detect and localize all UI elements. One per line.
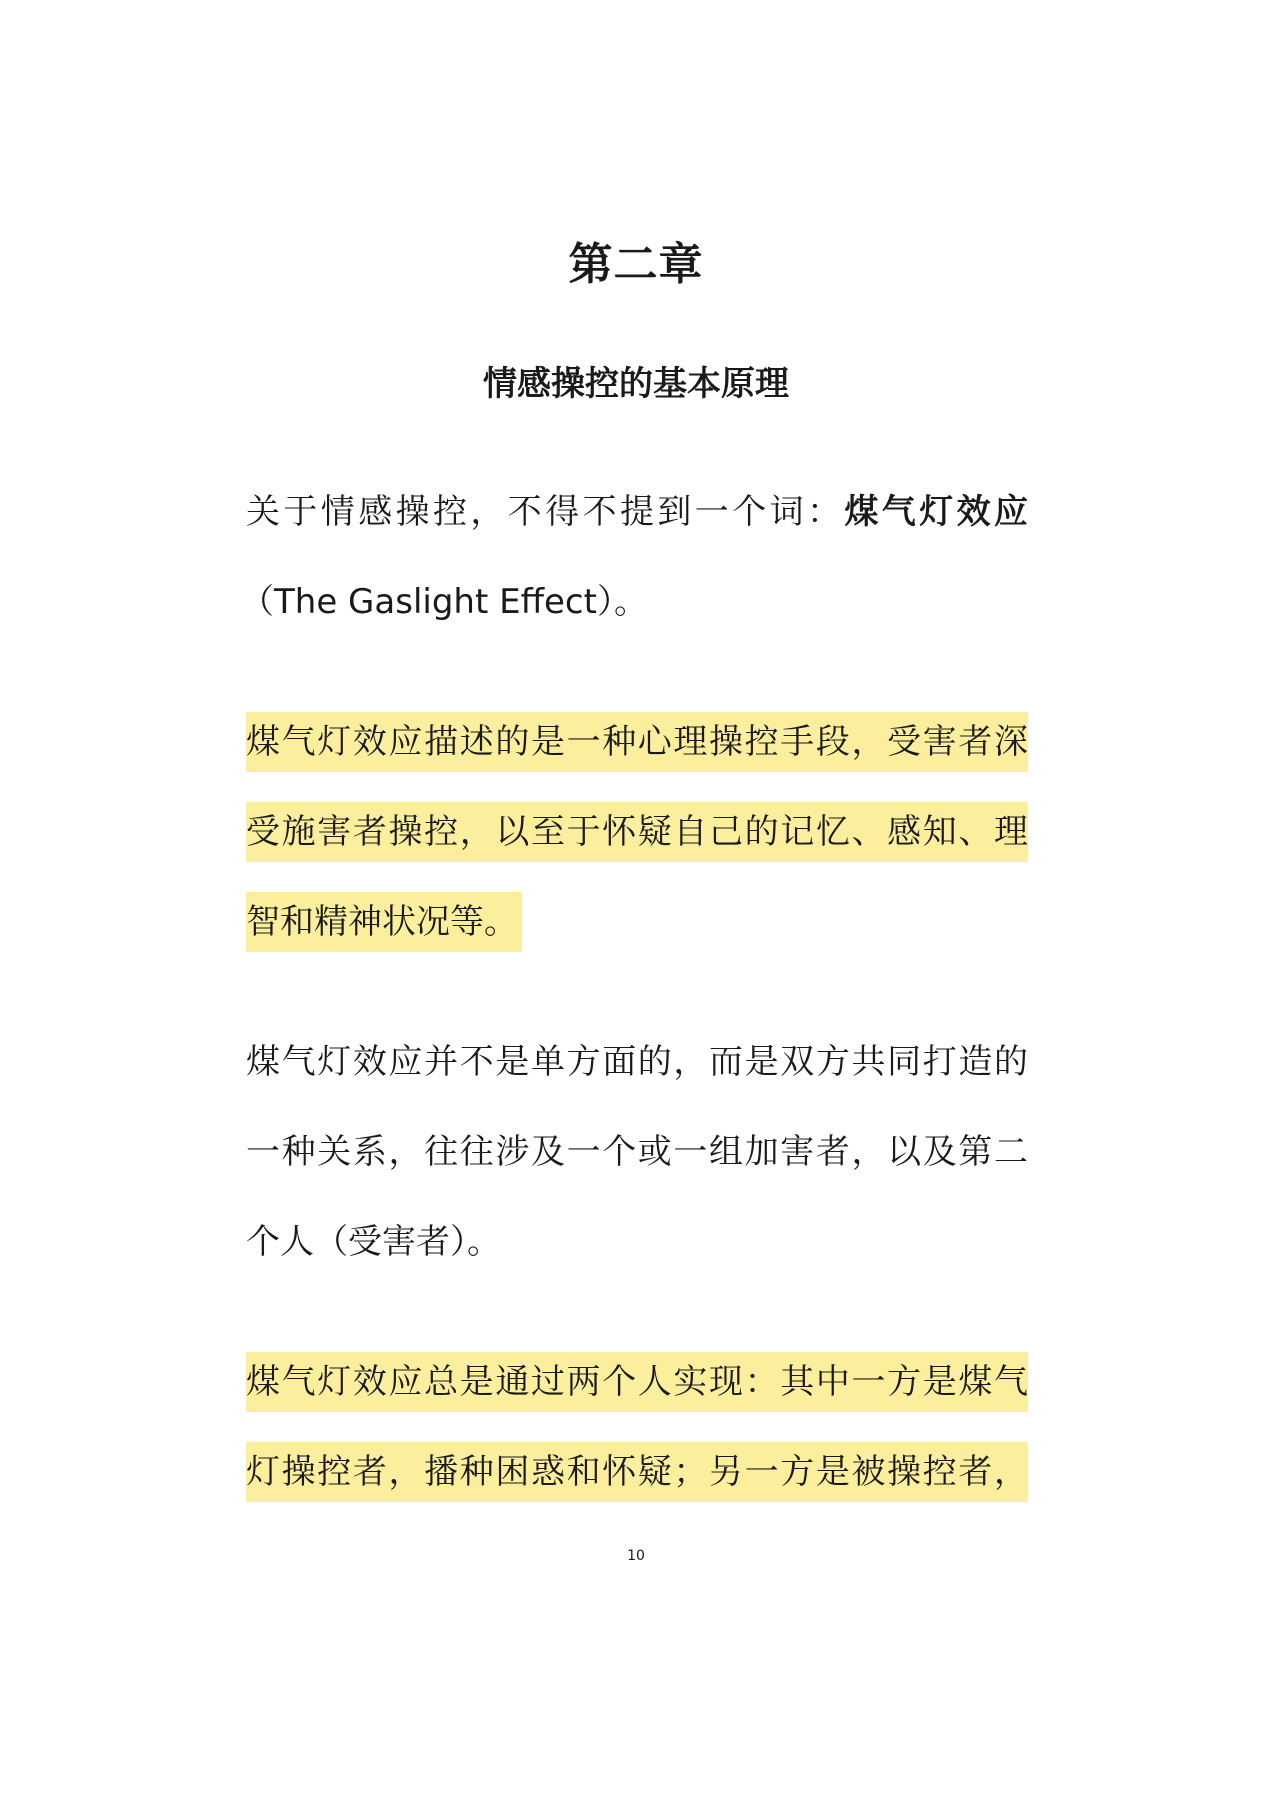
- paragraph-3-line-1: 煤气灯效应并不是单方面的，而是双方共同打造的: [246, 1042, 1028, 1082]
- paragraph-2-line-2: 受施害者操控，以至于怀疑自己的记忆、感知、理: [246, 802, 1028, 862]
- section-title: 情感操控的基本原理: [483, 364, 789, 404]
- paragraph-3-line-3: 个人（受害者）。: [246, 1222, 501, 1262]
- paragraph-1-line-2: （The Gaslight Effect）。: [240, 582, 648, 622]
- gaslight-effect-term: 煤气灯效应: [844, 492, 1029, 532]
- paragraph-2-line-3: 智和精神状况等。: [246, 892, 522, 952]
- paragraph-4-line-1: 煤气灯效应总是通过两个人实现：其中一方是煤气: [246, 1352, 1028, 1412]
- chapter-title: 第二章: [568, 239, 704, 290]
- paragraph-2-line-1: 煤气灯效应描述的是一种心理操控手段，受害者深: [246, 712, 1028, 772]
- paragraph-1-line-1: [246, 482, 1028, 542]
- paragraph-3-line-2: 一种关系，往往涉及一个或一组加害者，以及第二: [246, 1132, 1028, 1172]
- paragraph-1-line-1-text: 关于情感操控，不得不提到一个词：: [246, 492, 845, 532]
- paragraph-4-line-2: 灯操控者，播种困惑和怀疑；另一方是被操控者，: [246, 1442, 1028, 1502]
- page-number: 10: [627, 1548, 645, 1564]
